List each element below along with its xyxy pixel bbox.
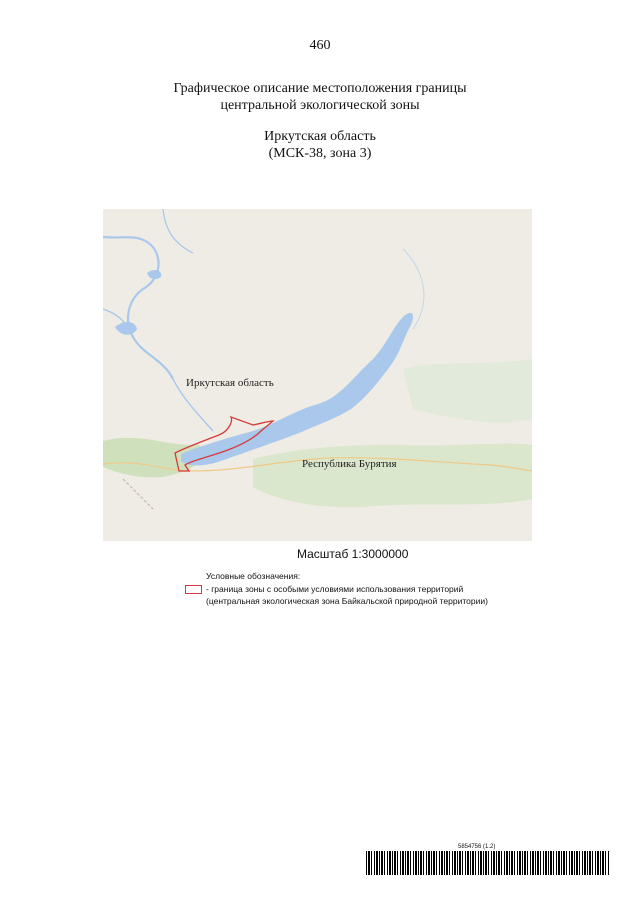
map-image	[103, 209, 532, 541]
zone-boundary-swatch-icon	[185, 585, 202, 594]
legend-title: Условные обозначения:	[206, 571, 301, 581]
label-irkutsk-region: Иркутская область	[186, 377, 274, 389]
document-title	[0, 80, 640, 114]
document-code: 5854756 (1.2)	[458, 844, 496, 850]
map-legend	[179, 543, 532, 609]
map-graphic	[103, 209, 532, 541]
page-number: 460	[309, 38, 331, 53]
title-line-2: центральной экологической зоны	[220, 98, 420, 113]
region-heading	[0, 128, 640, 162]
title-line-1: Графическое описание местоположения границы	[173, 81, 467, 96]
legend-item-text	[206, 583, 531, 607]
forest-area	[253, 444, 532, 508]
map-scale: Масштаб 1:3000000	[297, 547, 409, 561]
coordinate-system: (МСК-38, зона 3)	[268, 146, 372, 161]
legend-item-line-1: - граница зоны с особыми условиями использования территорий	[206, 584, 464, 594]
barcode-icon	[366, 851, 609, 875]
label-buryatia-republic: Республика Бурятия	[302, 458, 397, 470]
region-name: Иркутская область	[264, 129, 376, 144]
legend-item-line-2: (центральная экологическая зона Байкальской природной территории)	[206, 596, 488, 606]
